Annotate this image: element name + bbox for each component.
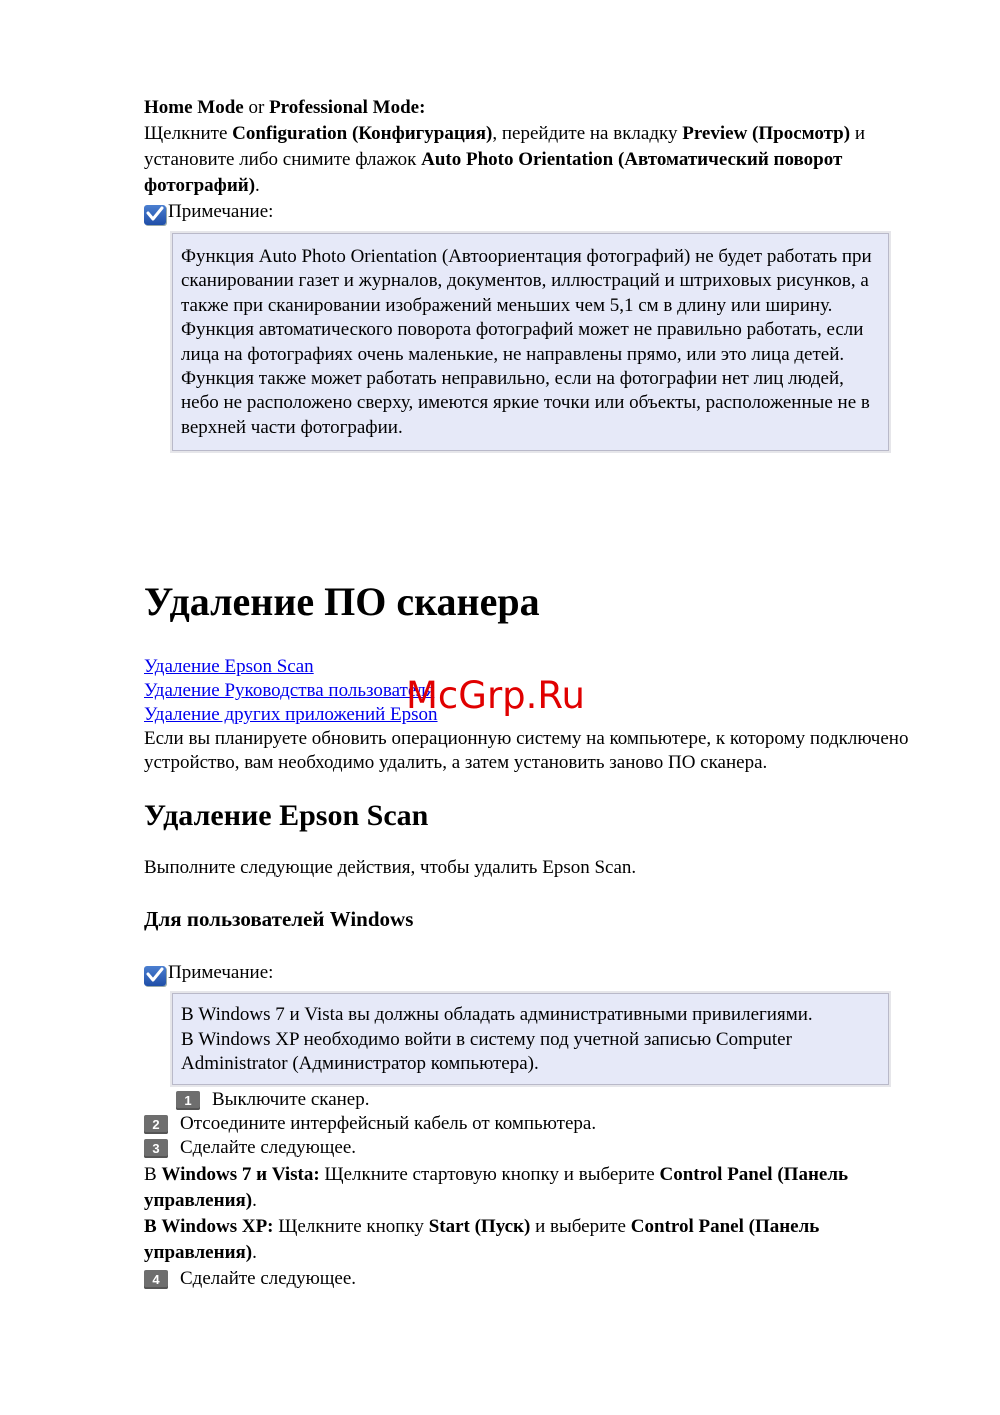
note-header xyxy=(144,962,919,986)
step-item xyxy=(176,1088,919,1112)
auto-photo-orientation-label: Auto Photo Orientation (Автоматический поворот фотографий) xyxy=(144,149,843,196)
configuration-instruction xyxy=(144,121,919,199)
text-run: Щелкните xyxy=(144,123,233,144)
section-intro: Если вы планируете обновить операционную систему на компьютере, к которому подключено устройство, вам необходимо удалить, а затем установить заново ПО сканера. xyxy=(144,728,909,774)
text-run: . xyxy=(255,175,260,196)
step-item xyxy=(144,1112,919,1136)
step-number: 4 xyxy=(144,1270,168,1289)
professional-mode-label: Professional Mode: xyxy=(269,97,426,118)
step-item xyxy=(144,1136,919,1160)
start-button-label: Start (Пуск) xyxy=(428,1216,531,1238)
control-panel-label: Control Panel (Панель управления) xyxy=(144,1216,820,1264)
checkmark-note-icon xyxy=(144,966,166,986)
winxp-label: В Windows XP: xyxy=(144,1216,274,1238)
text-run: Щелкните стартовую кнопку и выберите xyxy=(319,1164,660,1186)
checkmark-note-icon xyxy=(144,205,166,225)
win7-instruction xyxy=(144,1162,919,1214)
subsection-intro: Выполните следующие действия, чтобы удалить Epson Scan. xyxy=(144,857,637,879)
note-paragraph: Функция автоматического поворота фотографий может не правильно работать, если лица на фотографиях очень маленькие, не направлены прямо, или это лица детей. Функция также может работать неправильно, если на фотографии нет лиц людей, небо не расположено сверху, имеются яркие точки или объекты, расположенные не в верхней части фотографии. xyxy=(181,319,870,438)
mode-heading xyxy=(144,95,919,121)
step-number: 2 xyxy=(144,1115,168,1134)
section-title: Удаление ПО сканера xyxy=(144,579,540,625)
text-run: и выберите xyxy=(530,1216,631,1238)
or-text: or xyxy=(243,97,270,118)
note-line: В Windows 7 и Vista вы должны обладать административными привилегиями. xyxy=(181,1004,813,1026)
text-run: В xyxy=(144,1164,162,1186)
configuration-label: Configuration (Конфигурация) xyxy=(232,123,493,144)
note-paragraph: Функция Auto Photo Orientation (Автоориентация фотографий) не будет работать при сканировании газет и журналов, документов, иллюстраций и штриховых рисунков, а также при сканировании изображений меньших чем 5,1 см в длину или ширину. xyxy=(181,246,872,316)
step-text: Выключите сканер. xyxy=(212,1089,370,1111)
step-text: Отсоедините интерфейсный кабель от компьютера. xyxy=(180,1113,597,1135)
control-panel-label: Control Panel (Панель управления) xyxy=(144,1164,849,1212)
text-run: и установите либо снимите флажок xyxy=(144,123,865,170)
winxp-instruction xyxy=(144,1214,919,1266)
note-header xyxy=(144,201,919,225)
link-uninstall-epson-scan[interactable]: Удаление Epson Scan xyxy=(144,656,314,678)
note-line: В Windows XP необходимо войти в систему под учетной записью Computer Administrator (Администратор компьютера). xyxy=(181,1028,792,1075)
link-uninstall-user-guide[interactable]: Удаление Руководства пользователя xyxy=(144,680,435,702)
link-uninstall-other-apps[interactable]: Удаление других приложений Epson xyxy=(144,704,438,726)
watermark: McGrp.Ru xyxy=(406,674,585,717)
subsection-title: Удаление Epson Scan xyxy=(144,799,429,833)
step-number: 1 xyxy=(176,1091,200,1110)
text-run: , перейдите на вкладку xyxy=(492,123,683,144)
step-item xyxy=(144,1267,919,1291)
text-run: . xyxy=(252,1242,257,1264)
note-label: Примечание: xyxy=(168,962,274,984)
text-run: . xyxy=(252,1190,257,1212)
win7-label: Windows 7 и Vista: xyxy=(161,1164,320,1186)
note-label: Примечание: xyxy=(168,201,274,222)
step-text: Сделайте следующее. xyxy=(180,1268,357,1290)
note-box xyxy=(172,993,889,1085)
note-box xyxy=(172,233,889,451)
step-number: 3 xyxy=(144,1139,168,1158)
step-text: Сделайте следующее. xyxy=(180,1137,357,1159)
preview-tab-label: Preview (Просмотр) xyxy=(682,123,851,144)
home-mode-label: Home Mode xyxy=(144,97,244,118)
windows-users-title: Для пользователей Windows xyxy=(144,907,414,932)
text-run: Щелкните кнопку xyxy=(273,1216,429,1238)
